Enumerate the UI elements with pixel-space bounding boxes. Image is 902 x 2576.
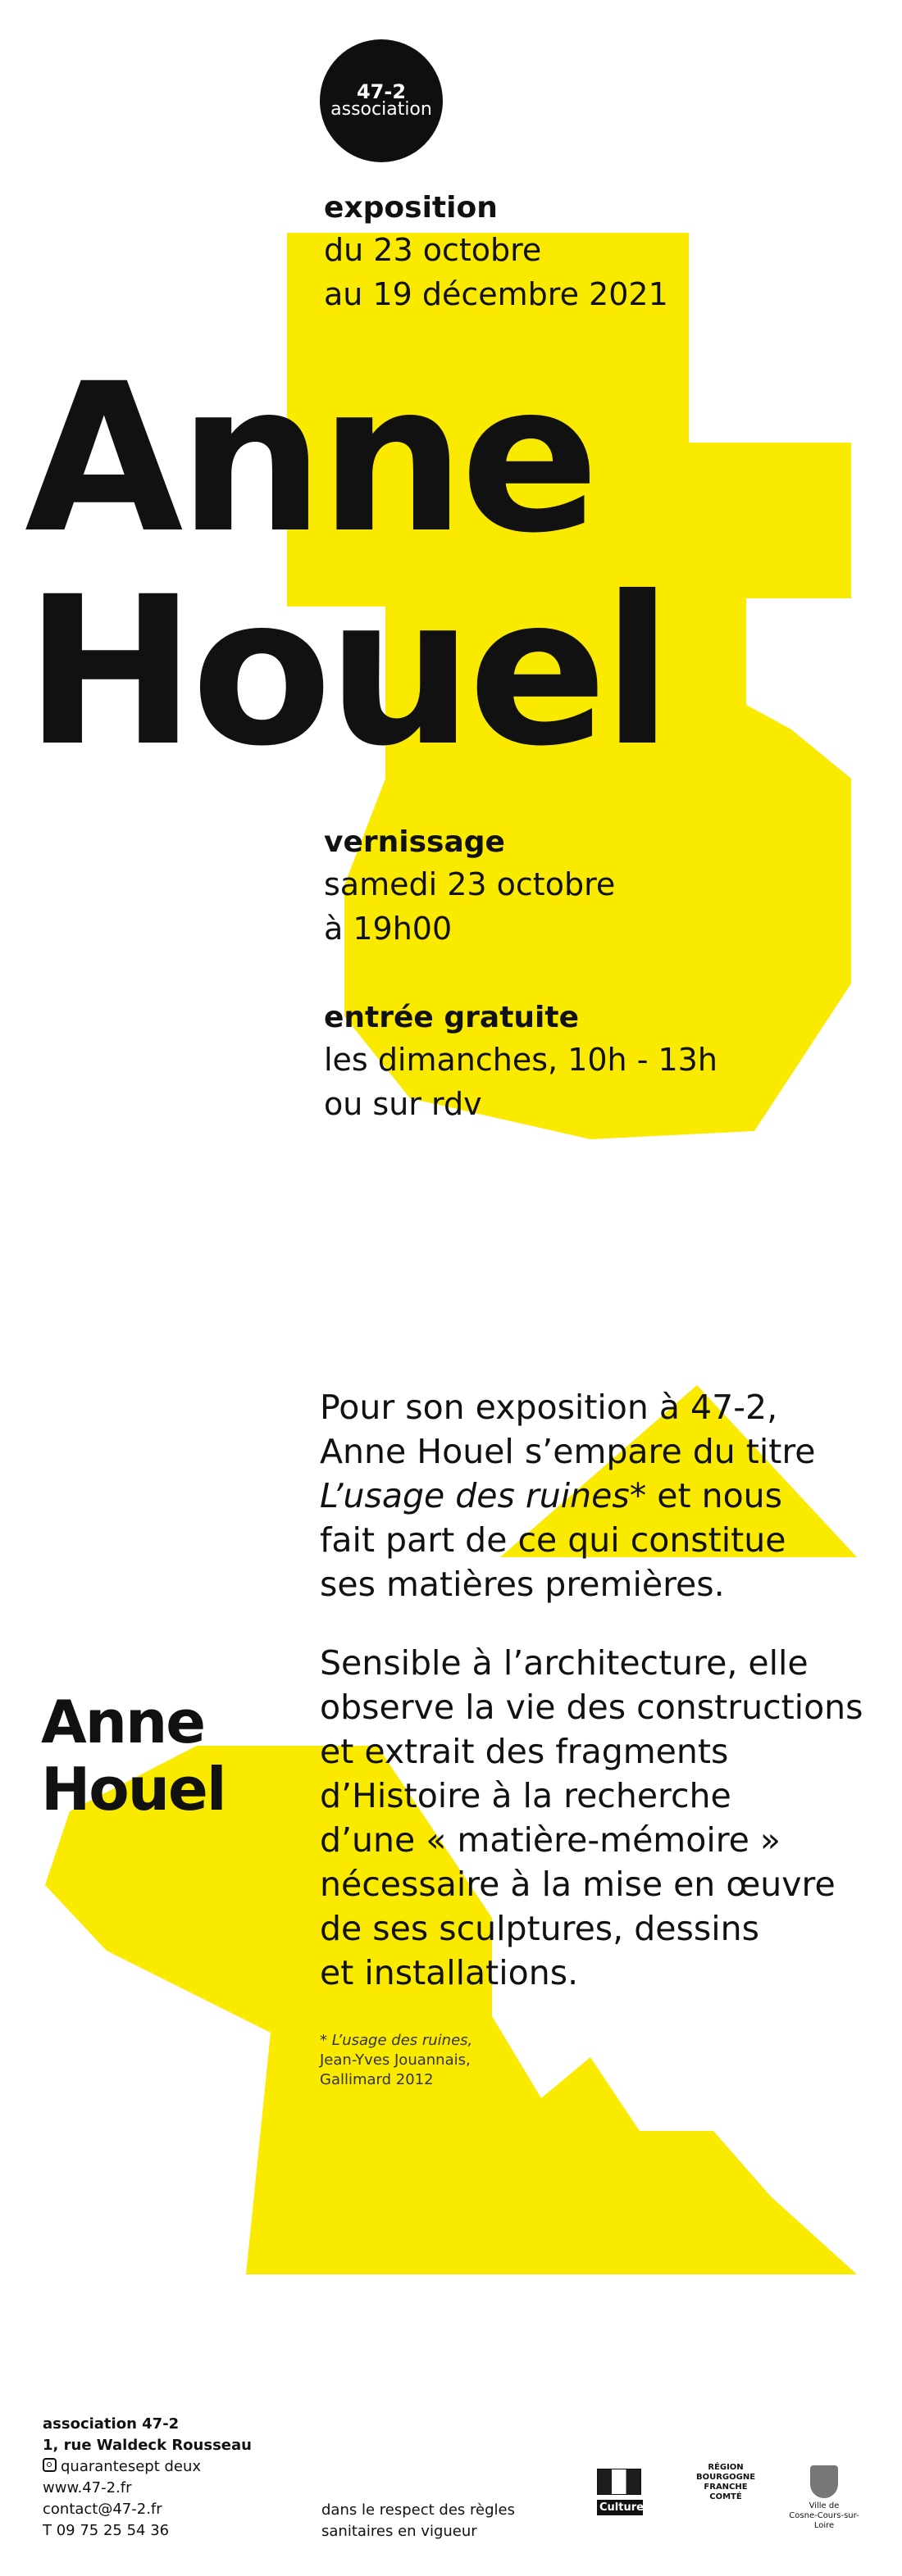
exposition-label: exposition (324, 191, 498, 225)
instagram-icon (43, 2458, 57, 2472)
intro-line-4: fait part de ce qui constitue (320, 1520, 786, 1560)
ville-logo (783, 2465, 865, 2531)
marianne-icon (597, 2469, 641, 2495)
intro-line-5: ses matières premières. (320, 1565, 725, 1604)
artist-last-name-small: Houel (41, 1755, 226, 1824)
exposition-end: au 19 décembre 2021 (324, 276, 668, 312)
region-line-3: FRANCHE (704, 2483, 748, 2492)
footnote-line-1: * L’usage des ruines, (320, 2032, 473, 2049)
intro-line-2: Anne Houel s’empare du titre (320, 1432, 816, 1471)
region-line-2: BOURGOGNE (695, 2473, 756, 2482)
entree-block (324, 998, 718, 1126)
phone-number[interactable]: T 09 75 25 54 36 (43, 2522, 170, 2539)
exposition-start: du 23 octobre (324, 232, 542, 268)
description-line: et extrait des fragments (320, 1732, 729, 1771)
entree-hours: les dimanches, 10h - 13h (324, 1042, 718, 1078)
intro-paragraph (320, 1385, 816, 1606)
association-name: association 47-2 (43, 2415, 180, 2433)
artist-last-name: Houel (25, 552, 668, 791)
artist-first-name: Anne (25, 339, 594, 578)
region-line-4: COMTÉ (709, 2492, 742, 2501)
artist-title (25, 339, 668, 791)
website-link[interactable]: www.47-2.fr (43, 2479, 132, 2496)
exposition-block (324, 189, 668, 316)
intro-line-3-rest: et nous (646, 1476, 783, 1515)
description-line: Sensible à l’architecture, elle (320, 1643, 809, 1683)
description-line: observe la vie des constructions (320, 1688, 863, 1727)
ville-crest-icon (810, 2465, 838, 2498)
notice-line-1: dans le respect des règles (321, 2501, 515, 2519)
region-logo (681, 2463, 771, 2502)
ville-line-2: Cosne-Cours-sur-Loire (789, 2511, 859, 2530)
entree-appointment: ou sur rdv (324, 1086, 482, 1122)
association-address: 1, rue Waldeck Rousseau (43, 2437, 252, 2454)
email-link[interactable]: contact@47-2.fr (43, 2501, 162, 2518)
logo-number: 47-2 (356, 80, 407, 103)
vernissage-label: vernissage (324, 825, 505, 859)
footnote-line-3: Gallimard 2012 (320, 2071, 434, 2088)
sanitary-notice (321, 2500, 515, 2542)
culture-label: Culture (597, 2500, 643, 2515)
artist-title-small (41, 1688, 226, 1823)
description-line: de ses sculptures, dessins (320, 1909, 759, 1948)
vernissage-block (324, 823, 615, 951)
footnote-line-2: Jean-Yves Jouannais, (320, 2051, 471, 2069)
ville-line-1: Ville de (809, 2501, 840, 2510)
region-line-1: RÉGION (708, 2463, 744, 2472)
description-line: d’une « matière-mémoire » (320, 1820, 781, 1860)
contact-block (43, 2414, 252, 2542)
notice-line-2: sanitaires en vigueur (321, 2523, 477, 2540)
vernissage-date: samedi 23 octobre (324, 866, 616, 902)
logo-word: association (330, 99, 432, 120)
entree-label: entrée gratuite (324, 1001, 579, 1034)
instagram-handle: quarantesept deux (61, 2458, 202, 2475)
instagram-row[interactable] (43, 2456, 252, 2478)
description-line: et installations. (320, 1953, 579, 1992)
book-title: L’usage des ruines* (320, 1476, 647, 1515)
description-line: nécessaire à la mise en œuvre (320, 1865, 836, 1904)
description-paragraph (320, 1641, 863, 1995)
artist-first-name-small: Anne (41, 1688, 205, 1756)
ministere-culture-logo (597, 2469, 646, 2515)
association-logo[interactable] (320, 39, 443, 162)
footnote (320, 2031, 472, 2090)
vernissage-time: à 19h00 (324, 911, 453, 947)
description-line: d’Histoire à la recherche (320, 1776, 731, 1815)
intro-line-1: Pour son exposition à 47-2, (320, 1388, 778, 1427)
intro-line-3 (320, 1474, 816, 1518)
